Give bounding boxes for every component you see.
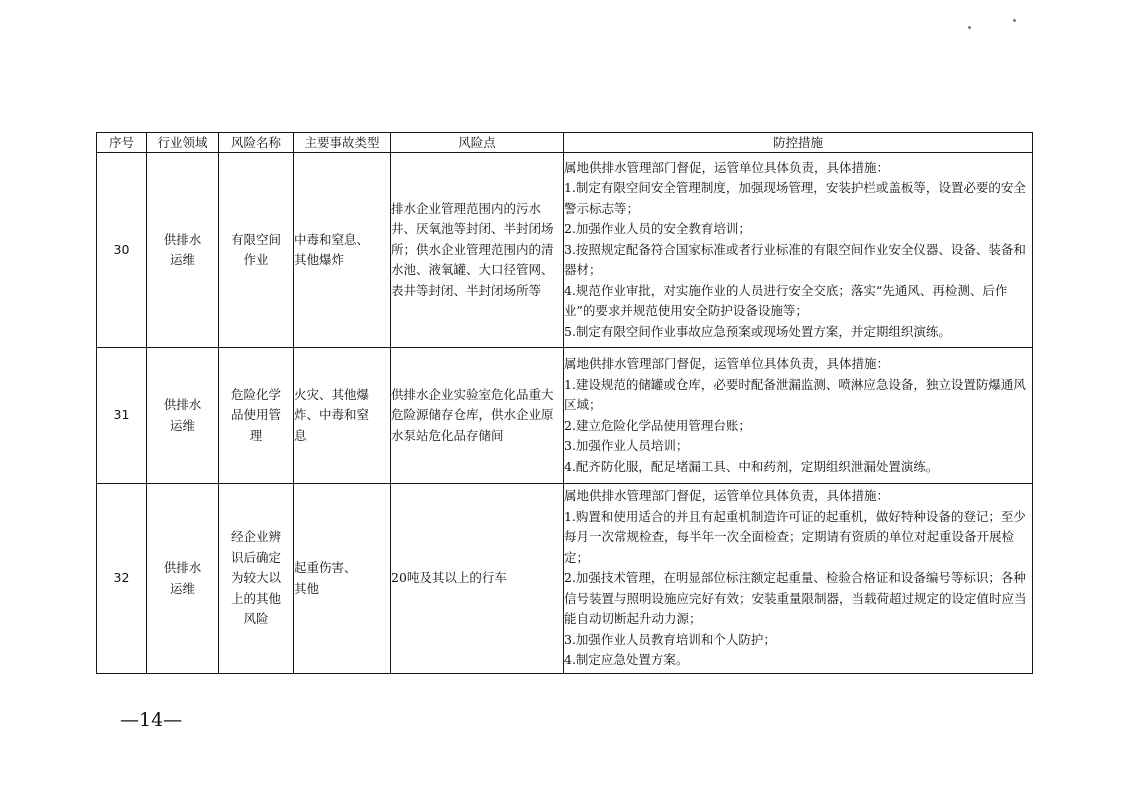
measure-line: 2.加强技术管理，在明显部位标注额定起重量、检验合格证和设备编号等标识；各种信号装置与照明设施应完好有效；安装重量限制器，当载荷超过规定的设定值时应当能自动切断起升动力源； — [564, 570, 1027, 627]
cell-measures — [564, 153, 1033, 348]
measure-line: 属地供排水管理部门督促，运管单位具体负责，具体措施： — [564, 488, 890, 504]
table-row — [97, 348, 1033, 484]
measure-line: 3.按照规定配备符合国家标准或者行业标准的有限空间作业安全仪器、设备、装备和器材； — [564, 241, 1026, 278]
cell-accident-types: 火灾、其他爆 炸、中毒和窒 息 — [294, 348, 391, 484]
cell-industry: 供排水 运维 — [147, 348, 219, 484]
measure-line: 4.规范作业审批，对实施作业的人员进行安全交底；落实“先通风、再检测、后作业”的要求并规范使用安全防护设备设施等； — [564, 282, 1008, 319]
cell-risk-name: 有限空间 作业 — [219, 153, 294, 348]
cell-risk-name: 危险化学 品使用管 理 — [219, 348, 294, 484]
table-header-row — [97, 133, 1033, 153]
measure-line: 1.制定有限空间安全管理制度，加强现场管理，安装护栏或盖板等，设置必要的安全警示标志等； — [564, 180, 1026, 216]
cell-accident-types: 起重伤害、 其他 — [294, 484, 391, 674]
measure-line: 4.制定应急处置方案。 — [564, 652, 689, 668]
measure-line: 4.配齐防化服，配足堵漏工具、中和药剂，定期组织泄漏处置演练。 — [564, 458, 939, 474]
cell-risk-points: 排水企业管理范围内的污水井、厌氧池等封闭、半封闭场所；供水企业管理范围内的清水池、液氧罐、大口径管网、表井等封闭、半封闭场所等 — [391, 153, 564, 348]
page-number: —14— — [120, 709, 183, 731]
measure-line: 1.购置和使用适合的并且有起重机制造许可证的起重机，做好特种设备的登记；至少每月一次常规检查，每半年一次全面检查；定期请有资质的单位对起重设备开展检定； — [564, 508, 1026, 565]
measure-line: 属地供排水管理部门督促，运管单位具体负责，具体措施： — [564, 356, 890, 371]
cell-risk-points: 供排水企业实验室危化品重大危险源储存仓库，供水企业原水泵站危化品存储间 — [391, 348, 564, 484]
cell-risk-points: 20吨及其以上的行车 — [391, 484, 564, 674]
cell-accident-types: 中毒和窒息、 其他爆炸 — [294, 153, 391, 348]
measure-line: 3.加强作业人员教育培训和个人防护； — [564, 631, 776, 647]
measure-line: 3.加强作业人员培训； — [564, 438, 689, 453]
measure-line: 5.制定有限空间作业事故应急预案或现场处置方案，并定期组织演练。 — [564, 323, 951, 339]
risk-control-table — [96, 132, 1033, 674]
cell-seq: 30 — [97, 153, 147, 348]
scan-speck — [1013, 19, 1016, 22]
header-risk-points: 风险点 — [391, 133, 564, 153]
cell-industry: 供排水 运维 — [147, 153, 219, 348]
table-row — [97, 484, 1033, 674]
measure-line: 2.加强作业人员的安全教育培训； — [564, 221, 751, 237]
scan-speck — [968, 26, 971, 29]
measure-line: 属地供排水管理部门督促，运管单位具体负责，具体措施： — [564, 159, 890, 175]
cell-measures — [564, 484, 1033, 674]
cell-seq: 31 — [97, 348, 147, 484]
header-accident-types: 主要事故类型 — [294, 133, 391, 153]
cell-risk-name: 经企业辨 识后确定 为较大以 上的其他 风险 — [219, 484, 294, 674]
measure-line: 2.建立危险化学品使用管理台账； — [564, 417, 751, 433]
header-measures: 防控措施 — [564, 133, 1033, 153]
measure-line: 1.建设规范的储罐或仓库，必要时配备泄漏监测、喷淋应急设备，独立设置防爆通风区域； — [564, 376, 1026, 412]
header-seq: 序号 — [97, 133, 147, 153]
table-row — [97, 153, 1033, 348]
header-industry: 行业领域 — [147, 133, 219, 153]
cell-measures — [564, 348, 1033, 484]
cell-seq: 32 — [97, 484, 147, 674]
cell-industry: 供排水 运维 — [147, 484, 219, 674]
header-risk-name: 风险名称 — [219, 133, 294, 153]
